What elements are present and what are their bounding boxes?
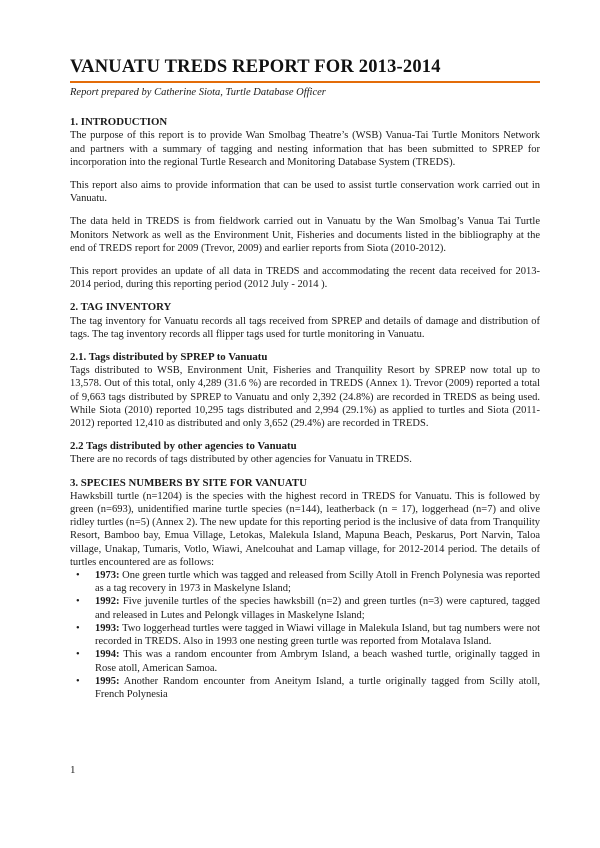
section-2-heading: 2. TAG INVENTORY: [70, 301, 172, 314]
section-3-heading: 3. SPECIES NUMBERS BY SITE FOR VANUATU: [70, 476, 307, 489]
section-2-2-heading: 2.2 Tags distributed by other agencies to Vanuatu: [70, 440, 297, 453]
report-subtitle: Report prepared by Catherine Siota, Turtle Database Officer: [70, 87, 326, 99]
bullet-year: 1992:: [95, 596, 120, 608]
section-1-paragraph-4: This report provides an update of all data in TREDS and accommodating the recent data received for 2013- 2014 period, during this reporting period (2012 July - 2014 ).: [70, 266, 540, 291]
bullet-text: Another Random encounter from Aneitym Island, a turtle originally tagged from Scilly atoll, French Polynesia: [95, 675, 540, 700]
section-1-paragraph-3: The data held in TREDS is from fieldwork carried out in Vanuatu by the Wan Smolbag’s Vanua Tai Turtle Monitors Network as well as the Environment Unit, Fisheries and documents listed in the bibliography at the end of TREDS report for 2009 (Trevor, 2009) and earlier reports from Siota (2010-2012).: [70, 216, 540, 254]
bullet-text: One green turtle which was tagged and released from Scilly Atoll in French Polynesia was reported as a tag recovery in 1973 in Maskelyne Island;: [95, 570, 540, 595]
section-2-2-paragraph: There are no records of tags distributed by other agencies for Vanuatu in TREDS.: [70, 454, 412, 466]
bullet-icon: •: [76, 622, 80, 634]
bullet-year: 1993:: [95, 622, 120, 634]
bullet-text: This was a random encounter from Ambrym Island, a beach washed turtle, originally tagged in Rose atoll, American Samoa.: [95, 649, 540, 674]
title-rule: [70, 81, 540, 83]
bullet-icon: •: [76, 649, 80, 661]
section-3-paragraph-1: Hawksbill turtle (n=1204) is the species with the highest record in TREDS for Vanuatu. This is followed by green (n=693), unidentified marine turtle species (n=144), leatherback (n = 17), loggerhead (n=7) and olive ridley turtles (n=5) (Annex 2). The new update for this reporting period is the inclusive of data from Tranquility Resort, Bamboo bay, Emua Village, Letokas, Malekula Island, Mapuna Beach, Peskarus, Port Narvin, Taloa village, Unakap, Tumaris, Votlo, Wiawi, Anelcouhat and Lamap village, for 2012-2014 period. The details of turtles encountered are as follows:: [70, 490, 540, 568]
page-number: 1: [70, 764, 76, 776]
section-2-paragraph-1: The tag inventory for Vanuatu records all tags received from SPREP and details of damage and distribution of tags. The tag inventory records all flipper tags used for turtle monitoring in Vanuatu.: [70, 315, 540, 340]
list-item: [70, 569, 540, 595]
list-item: [70, 595, 540, 621]
report-title: VANUATU TREDS REPORT FOR 2013-2014: [70, 57, 441, 77]
list-item: [70, 648, 540, 674]
section-2-1-paragraph: Tags distributed to WSB, Environment Unit, Fisheries and Tranquility Resort by SPREP now total up to 13,578. Out of this total, only 4,289 (31.6 %) are recorded in TREDS (Annex 1). Trevor (2009) reported a total of 9,663 tags distributed by SPREP to Vanuatu and only 2,392 (24.8%) are recorded in TREDS as being used. While Siota (2010) reported 10,295 tags distributed and 2,994 (29.1%) as applied to turtles and Siota (2011-2012) reported 12,410 as distributed and only 3,652 (29.4%) are recorded in TREDS.: [70, 365, 540, 430]
bullet-icon: •: [76, 596, 80, 608]
bullet-year: 1973:: [95, 570, 120, 582]
section-1-paragraph-1: The purpose of this report is to provide Wan Smolbag Theatre’s (WSB) Vanua-Tai Turtle Monitors Network and partners with a summary of tagging and nesting information that has been submitted to SPREP for incorporation into the regional Turtle Research and Monitoring Database System (TREDS).: [70, 130, 540, 168]
bullet-text: Two loggerhead turtles were tagged in Wiawi village in Malekula Island, but tag numbers were not recorded in TREDS. Also in 1993 one nesting green turtle was reported from Motalava Island.: [95, 622, 540, 648]
section-2-1-heading: 2.1. Tags distributed by SPREP to Vanuatu: [70, 351, 268, 364]
bullet-text: Five juvenile turtles of the species hawksbill (n=2) and green turtles (n=3) were captured, tagged and released in Lutes and Pelongk villages in Maskelyne Island;: [95, 596, 540, 621]
section-1-paragraph-2: This report also aims to provide information that can be used to assist turtle conservation work carried out in Vanuatu.: [70, 180, 540, 205]
bullet-icon: •: [76, 570, 80, 582]
bullet-year: 1994:: [95, 649, 120, 661]
list-item: [70, 622, 540, 648]
list-item: [70, 675, 540, 701]
section-1-heading: 1. INTRODUCTION: [70, 116, 168, 129]
bullet-year: 1995:: [95, 675, 120, 687]
bullet-icon: •: [76, 675, 80, 687]
turtle-encounters-list: [70, 569, 540, 701]
